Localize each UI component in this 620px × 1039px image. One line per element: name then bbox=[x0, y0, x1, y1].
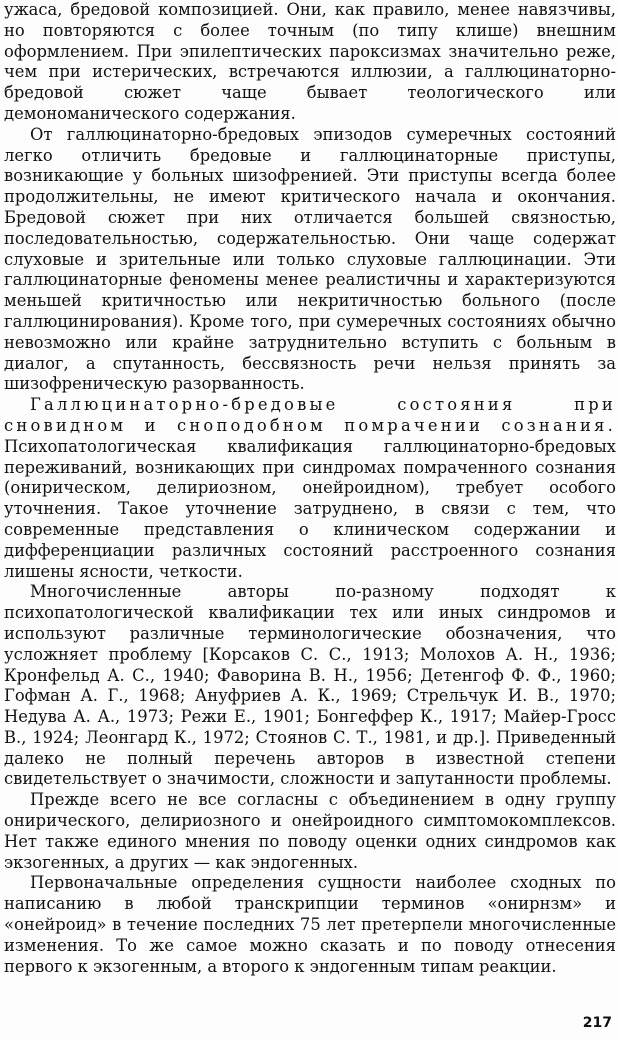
paragraph-5-text: Прежде всего не все согласны с объединением в одну группу онирического, делириозного и онейроидного симптомокомплексов. Нет также единого мнения по поводу оценки одних синдромов как экзогенных, а других — как эндогенных. bbox=[4, 790, 616, 872]
paragraph-4-text: Многочисленные авторы по-разному подходят к психопатологической квалификации тех или иных синдромов и используют различные терминологические обозначения, что усложняет проблему [Корсаков С. С., 1913; Молохов А. Н., 1936; Кронфельд А. С., 1940; Фаворина В. Н., 1956; Детенгоф Ф. Ф., 1960; Гофман А. Г., 1968; Ануфриев А. К., 1969; Стрельчук И. В., 1970; Недува А. А., 1973; Режи Е., 1901; Бонгеффер К., 1917; Майер-Гросс В., 1924; Леонгард К., 1972; Стоянов С. Т., 1981, и др.]. Приведенный далеко не полный перечень авторов в известной степени свидетельствует о значимости, сложности и запутанности проблемы. bbox=[4, 582, 616, 789]
paragraph-6-text: Первоначальные определения сущности наиболее сходных по написанию в любой транскрипции терминов «онирнзм» и «онейроид» в течение последних 75 лет претерпели многочисленные изменения. То же самое можно сказать и по поводу отнесения первого к экзогенным, а второго к эндогенным типам реакции. bbox=[4, 873, 616, 976]
paragraph-3-text: Психопатологическая квалификация галлюцинаторно-бредовых переживаний, возникающих при синдромах помраченного сознания (онирическом, делириозном, онейроидном), требует особого уточнения. Такое уточнение затруднено, в связи с тем, что современные представления о клиническом содержании и дифференциации различных состояний расстроенного сознания лишены ясности, четкости. bbox=[4, 436, 616, 581]
paragraph-2-text: От галлюцинаторно-бредовых эпизодов сумеречных состояний легко отличить бредовые и галлюцинаторные приступы, возникающие у больных шизофренией. Эти приступы всегда более продолжительны, не имеют критического начала и окончания. Бредовой сюжет при них отличается большей связностью, последовательностью, содержательностью. Они чаще содержат слуховые и зрительные или только слуховые галлюцинации. Эти галлюцинаторные феномены менее реалистичны и характеризуются меньшей критичностью или некритичностью больного (после галлюцинирования). Кроме того, при сумеречных состояниях обычно невозможно или крайне затруднительно вступить с больным в диалог, а спутанность, бессвязность речи нельзя принять за шизофреническую разорванность. bbox=[4, 124, 616, 394]
paragraph-5 bbox=[4, 790, 616, 873]
paragraph-1 bbox=[4, 0, 616, 125]
paragraph-4 bbox=[4, 582, 616, 790]
body-text bbox=[4, 0, 616, 977]
section-heading-inline: Галлюцинаторно-бредовые состояния при сновидном и сноподобном помрачении сознания. bbox=[4, 395, 616, 435]
paragraph-6 bbox=[4, 873, 616, 977]
page-number: 217 bbox=[582, 1015, 612, 1031]
paragraph-1-text: ужаса, бредовой композицией. Они, как правило, менее навязчивы, но повторяются с более точным (по типу клише) внешним оформлением. При эпилептических пароксизмах значительно реже, чем при истерических, встречаются иллюзии, а галлюцинаторно-бредовой сюжет чаще бывает теологического или демономанического содержания. bbox=[4, 0, 616, 123]
paragraph-3 bbox=[4, 395, 616, 582]
paragraph-2 bbox=[4, 125, 616, 395]
